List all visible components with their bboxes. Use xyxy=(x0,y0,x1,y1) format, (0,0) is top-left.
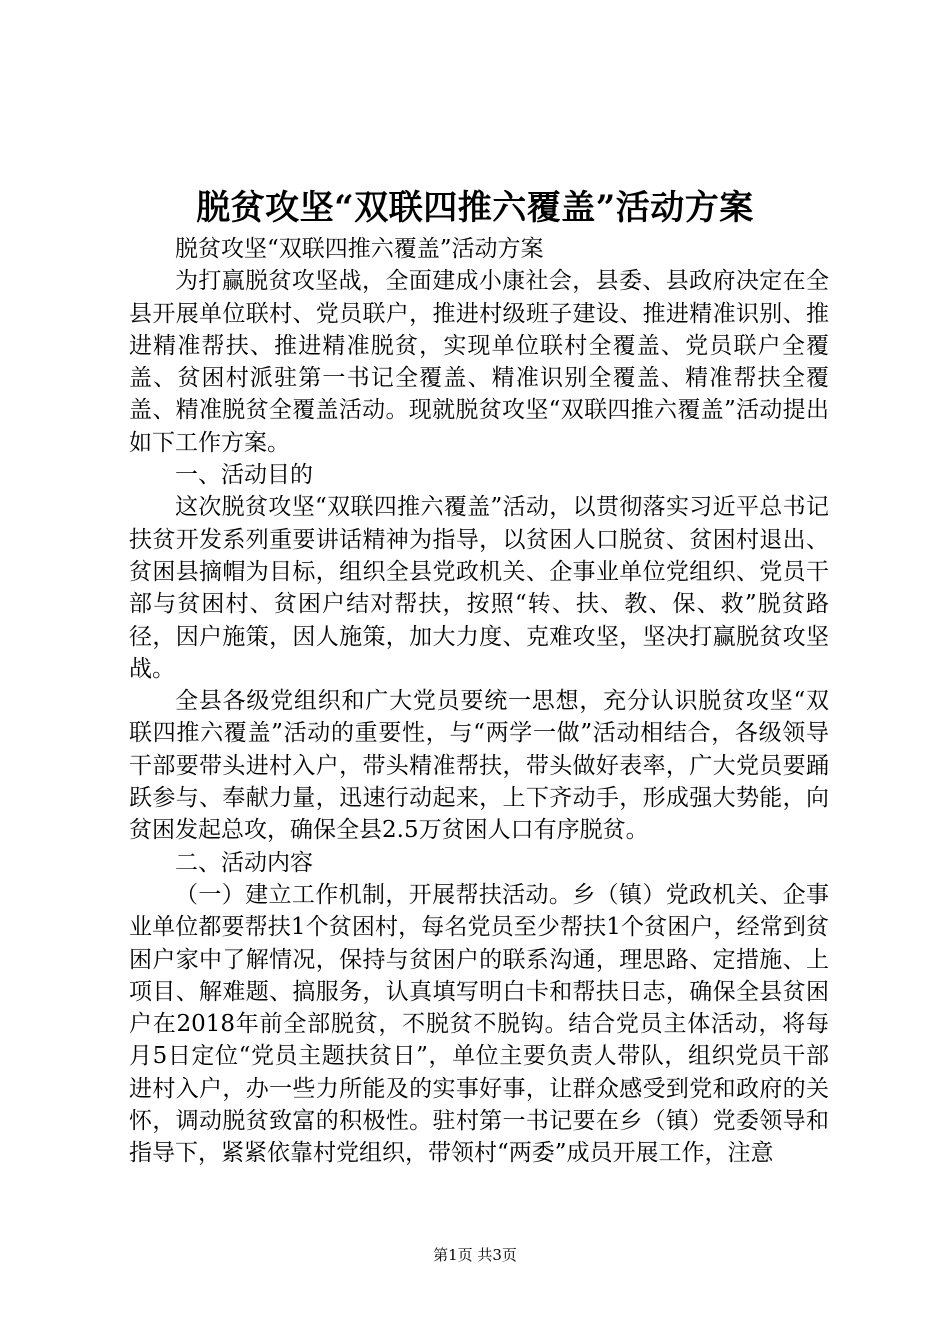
section-heading: 一、活动目的 xyxy=(175,462,313,489)
document-body xyxy=(129,233,829,1170)
body-paragraph: 全县各级党组织和广大党员要统一思想，充分认识脱贫攻坚“双联四推六覆盖”活动的重要性，与“两学一做”活动相结合，各级领导干部要带头进村入户，带头精准帮扶，带头做好表率，广大党员要踊跃参与、奉献力量，迅速行动起来，上下齐动手，形成强大势能，向贫困发起总攻，确保全县2.5万贫困人口有序脱贫。 xyxy=(129,688,829,844)
body-paragraph: 这次脱贫攻坚“双联四推六覆盖”活动，以贯彻落实习近平总书记扶贫开发系列重要讲话精神为指导，以贫困人口脱贫、贫困村退出、贫困县摘帽为目标，组织全县党政机关、企事业单位党组织、党员干部与贫困村、贫困户结对帮扶，按照“转、扶、教、保、救”脱贫路径，因户施策，因人施策，加大力度、克难攻坚，坚决打赢脱贫攻坚战。 xyxy=(129,494,829,682)
body-paragraph: 脱贫攻坚“双联四推六覆盖”活动方案 xyxy=(175,236,544,262)
section-heading: 二、活动内容 xyxy=(175,849,313,876)
body-paragraph: 为打赢脱贫攻坚战，全面建成小康社会，县委、县政府决定在全县开展单位联村、党员联户，推进村级班子建设、推进精准识别、推进精准帮扶、推进精准脱贫，实现单位联村全覆盖、党员联户全覆盖、贫困村派驻第一书记全覆盖、精准识别全覆盖、精准帮扶全覆盖、精准脱贫全覆盖活动。现就脱贫攻坚“双联四推六覆盖”活动提出如下工作方案。 xyxy=(129,268,829,456)
document-title: 脱贫攻坚“双联四推六覆盖”活动方案 xyxy=(196,188,754,228)
page-number-footer: 第1页 共3页 xyxy=(433,1246,517,1264)
body-paragraph: （一）建立工作机制，开展帮扶活动。乡（镇）党政机关、企事业单位都要帮扶1个贫困村，每名党员至少帮扶1个贫困户，经常到贫困户家中了解情况，保持与贫困户的联系沟通，理思路、定措施、上项目、解难题、搞服务，认真填写明白卡和帮扶日志，确保全县贫困户在2018年前全部脱贫，不脱贫不脱钩。结合党员主体活动，将每月5日定位“党员主题扶贫日”，单位主要负责人带队，组织党员干部进村入户，办一些力所能及的实事好事，让群众感受到党和政府的关怀，调动脱贫致富的积极性。驻村第一书记要在乡（镇）党委领导和指导下，紧紧依靠村党组织，带领村“两委”成员开展工作，注意 xyxy=(129,881,829,1167)
